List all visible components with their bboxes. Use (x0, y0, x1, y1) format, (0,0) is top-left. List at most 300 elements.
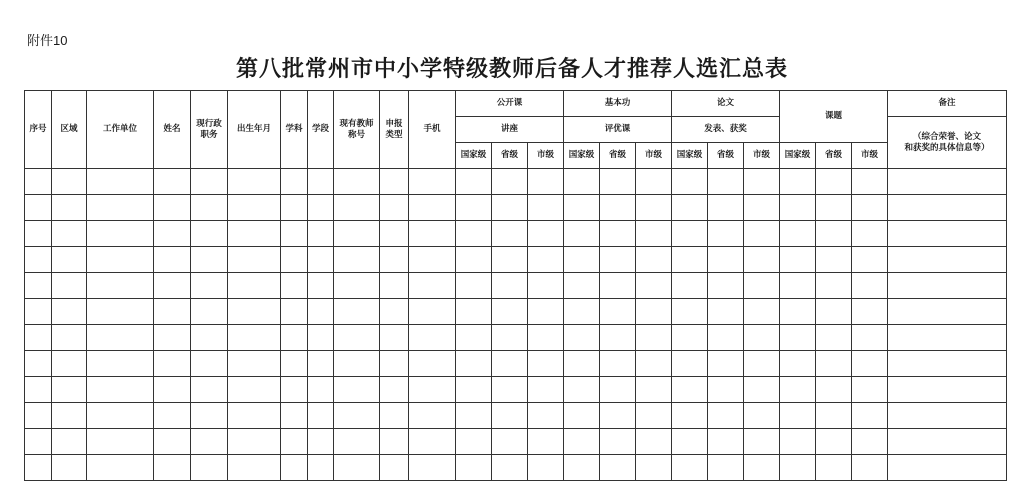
table-cell (780, 403, 816, 429)
level-provincial: 省级 (816, 143, 852, 169)
table-cell (456, 299, 492, 325)
table-cell (25, 377, 52, 403)
header-remarks: 备注 (888, 91, 1007, 117)
table-cell (308, 247, 334, 273)
table-cell (708, 299, 744, 325)
table-cell (852, 455, 888, 481)
table-cell (888, 221, 1007, 247)
attachment-label: 附件10 (27, 33, 68, 48)
table-cell (492, 247, 528, 273)
table-cell (564, 403, 600, 429)
table-cell (281, 169, 308, 195)
table-cell (228, 195, 281, 221)
table-cell (600, 169, 636, 195)
table-cell (852, 325, 888, 351)
table-cell (888, 247, 1007, 273)
table-cell (528, 403, 564, 429)
table-cell (334, 195, 380, 221)
table-cell (816, 429, 852, 455)
level-municipal: 市级 (744, 143, 780, 169)
table-cell (281, 273, 308, 299)
table-cell (52, 325, 87, 351)
table-cell (334, 325, 380, 351)
header-admin-post-line1: 现行政 (196, 118, 222, 129)
page-title: 第八批常州市中小学特级教师后备人才推荐人选汇总表 (235, 56, 788, 82)
table-cell (816, 377, 852, 403)
header-seq: 序号 (25, 91, 52, 169)
table-cell (816, 221, 852, 247)
table-cell (816, 195, 852, 221)
table-cell (744, 403, 780, 429)
table-cell (636, 221, 672, 247)
table-cell (409, 273, 456, 299)
table-cell (852, 169, 888, 195)
table-cell (528, 429, 564, 455)
table-cell (456, 351, 492, 377)
table-cell (672, 403, 708, 429)
table-cell (852, 299, 888, 325)
table-cell (600, 403, 636, 429)
table-cell (380, 403, 409, 429)
table-cell (456, 429, 492, 455)
table-cell (780, 221, 816, 247)
header-district: 区域 (52, 91, 87, 169)
header-basic-skill: 基本功 (564, 91, 672, 117)
table-cell (380, 325, 409, 351)
table-cell (380, 273, 409, 299)
header-remarks-note-line1: （综合荣誉、论文 (912, 131, 981, 142)
table-cell (456, 325, 492, 351)
table-cell (380, 377, 409, 403)
table-cell (87, 403, 154, 429)
table-cell (87, 247, 154, 273)
table-cell (409, 325, 456, 351)
header-project: 课题 (780, 91, 888, 143)
table-cell (52, 377, 87, 403)
table-row (25, 299, 1007, 325)
table-cell (409, 247, 456, 273)
table-cell (708, 325, 744, 351)
table-cell (409, 403, 456, 429)
table-cell (744, 429, 780, 455)
table-cell (308, 169, 334, 195)
table-cell (456, 377, 492, 403)
table-cell (636, 325, 672, 351)
table-cell (380, 299, 409, 325)
table-cell (780, 273, 816, 299)
header-name: 姓名 (154, 91, 191, 169)
table-cell (25, 273, 52, 299)
table-cell (564, 455, 600, 481)
table-row (25, 455, 1007, 481)
header-remarks-note-line2: 和获奖的具体信息等） (904, 142, 990, 153)
table-cell (409, 429, 456, 455)
table-cell (191, 169, 228, 195)
level-national: 国家级 (672, 143, 708, 169)
table-cell (744, 351, 780, 377)
table-cell (780, 169, 816, 195)
table-cell (744, 195, 780, 221)
table-cell (672, 299, 708, 325)
table-cell (708, 273, 744, 299)
table-cell (281, 403, 308, 429)
level-national: 国家级 (564, 143, 600, 169)
table-cell (87, 351, 154, 377)
header-stage: 学段 (308, 91, 334, 169)
table-cell (528, 377, 564, 403)
table-cell (281, 377, 308, 403)
table-cell (708, 195, 744, 221)
table-cell (600, 351, 636, 377)
table-cell (744, 455, 780, 481)
table-cell (636, 273, 672, 299)
table-cell (52, 195, 87, 221)
header-admin-post (191, 91, 228, 169)
level-provincial: 省级 (492, 143, 528, 169)
table-cell (744, 247, 780, 273)
table-cell (492, 325, 528, 351)
table-cell (228, 325, 281, 351)
table-cell (409, 169, 456, 195)
table-cell (708, 377, 744, 403)
table-cell (154, 429, 191, 455)
table-cell (780, 377, 816, 403)
table-cell (456, 195, 492, 221)
table-cell (888, 455, 1007, 481)
table-cell (154, 221, 191, 247)
table-cell (528, 221, 564, 247)
header-phone: 手机 (409, 91, 456, 169)
level-provincial: 省级 (708, 143, 744, 169)
table-cell (228, 377, 281, 403)
table-cell (456, 247, 492, 273)
table-cell (600, 195, 636, 221)
table-cell (492, 351, 528, 377)
header-admin-post-line2: 职务 (200, 129, 218, 140)
table-cell (780, 247, 816, 273)
table-cell (852, 403, 888, 429)
table-cell (334, 403, 380, 429)
table-cell (191, 377, 228, 403)
table-cell (888, 299, 1007, 325)
table-cell (816, 455, 852, 481)
table-cell (564, 247, 600, 273)
table-cell (636, 299, 672, 325)
table-cell (708, 455, 744, 481)
table-cell (492, 377, 528, 403)
table-cell (87, 325, 154, 351)
table-cell (154, 195, 191, 221)
table-cell (456, 403, 492, 429)
table-cell (52, 403, 87, 429)
table-cell (409, 377, 456, 403)
table-cell (334, 169, 380, 195)
table-cell (281, 455, 308, 481)
table-cell (564, 325, 600, 351)
table-cell (492, 195, 528, 221)
table-cell (52, 351, 87, 377)
table-cell (308, 195, 334, 221)
table-cell (25, 429, 52, 455)
table-cell (228, 429, 281, 455)
table-cell (528, 169, 564, 195)
table-cell (228, 273, 281, 299)
table-cell (672, 429, 708, 455)
header-remarks-note (888, 117, 1007, 169)
table-cell (281, 325, 308, 351)
table-cell (228, 299, 281, 325)
table-cell (888, 325, 1007, 351)
table-cell (87, 429, 154, 455)
table-row (25, 169, 1007, 195)
table-cell (564, 195, 600, 221)
table-cell (636, 247, 672, 273)
table-cell (816, 273, 852, 299)
table-cell (888, 169, 1007, 195)
table-cell (87, 221, 154, 247)
table-cell (672, 221, 708, 247)
table-cell (380, 247, 409, 273)
table-cell (409, 351, 456, 377)
table-cell (191, 195, 228, 221)
table-cell (636, 429, 672, 455)
table-cell (492, 299, 528, 325)
table-cell (228, 351, 281, 377)
table-cell (308, 351, 334, 377)
table-cell (528, 455, 564, 481)
table-cell (191, 273, 228, 299)
table-cell (25, 325, 52, 351)
table-cell (780, 195, 816, 221)
table-cell (25, 455, 52, 481)
table-cell (492, 221, 528, 247)
table-cell (281, 351, 308, 377)
table-cell (154, 377, 191, 403)
table-cell (852, 273, 888, 299)
table-cell (25, 195, 52, 221)
table-cell (852, 429, 888, 455)
table-cell (154, 299, 191, 325)
table-cell (409, 455, 456, 481)
table-cell (708, 403, 744, 429)
table-cell (191, 247, 228, 273)
table-cell (852, 377, 888, 403)
table-cell (600, 455, 636, 481)
table-cell (87, 455, 154, 481)
table-cell (52, 429, 87, 455)
table-cell (888, 273, 1007, 299)
table-cell (564, 273, 600, 299)
table-cell (25, 221, 52, 247)
table-row (25, 195, 1007, 221)
table-cell (308, 299, 334, 325)
table-cell (744, 221, 780, 247)
table-cell (780, 325, 816, 351)
table-cell (334, 377, 380, 403)
table-cell (528, 299, 564, 325)
table-cell (636, 377, 672, 403)
table-cell (191, 325, 228, 351)
table-cell (852, 351, 888, 377)
table-cell (334, 247, 380, 273)
table-cell (334, 429, 380, 455)
table-cell (308, 403, 334, 429)
table-cell (672, 351, 708, 377)
table-cell (564, 377, 600, 403)
table-cell (780, 299, 816, 325)
table-cell (25, 351, 52, 377)
table-row (25, 221, 1007, 247)
table-cell (154, 273, 191, 299)
table-cell (334, 351, 380, 377)
level-municipal: 市级 (636, 143, 672, 169)
header-apply-type (380, 91, 409, 169)
table-cell (191, 221, 228, 247)
table-cell (600, 325, 636, 351)
table-cell (852, 195, 888, 221)
table-cell (528, 247, 564, 273)
table-cell (308, 455, 334, 481)
table-cell (636, 195, 672, 221)
header-teacher-title-line1: 现有教师 (339, 118, 374, 129)
table-cell (87, 169, 154, 195)
table-cell (744, 325, 780, 351)
table-cell (672, 377, 708, 403)
table-cell (87, 195, 154, 221)
table-cell (409, 221, 456, 247)
table-cell (744, 299, 780, 325)
table-cell (528, 195, 564, 221)
table-cell (308, 221, 334, 247)
level-municipal: 市级 (528, 143, 564, 169)
table-cell (380, 195, 409, 221)
table-cell (816, 299, 852, 325)
table-row (25, 351, 1007, 377)
table-cell (888, 195, 1007, 221)
table-cell (780, 351, 816, 377)
table-cell (600, 221, 636, 247)
table-cell (780, 429, 816, 455)
table-cell (380, 169, 409, 195)
table-cell (600, 299, 636, 325)
table-cell (636, 169, 672, 195)
table-cell (308, 377, 334, 403)
table-cell (888, 351, 1007, 377)
table-cell (52, 455, 87, 481)
header-teacher-title (334, 91, 380, 169)
table-cell (154, 247, 191, 273)
table-cell (334, 455, 380, 481)
header-paper: 论文 (672, 91, 780, 117)
table-cell (281, 429, 308, 455)
table-cell (636, 455, 672, 481)
table-cell (888, 403, 1007, 429)
table-cell (154, 325, 191, 351)
table-cell (456, 169, 492, 195)
table-cell (281, 247, 308, 273)
table-cell (816, 403, 852, 429)
table-cell (25, 299, 52, 325)
table-row (25, 273, 1007, 299)
table-cell (852, 221, 888, 247)
table-cell (456, 273, 492, 299)
table-cell (708, 221, 744, 247)
table-row (25, 377, 1007, 403)
table-cell (308, 429, 334, 455)
header-apply-type-line1: 申报 (385, 118, 403, 129)
header-lecture: 讲座 (456, 117, 564, 143)
table-row (25, 429, 1007, 455)
table-cell (87, 273, 154, 299)
table-cell (816, 325, 852, 351)
table-cell (228, 169, 281, 195)
table-cell (672, 455, 708, 481)
table-cell (780, 455, 816, 481)
table-cell (888, 429, 1007, 455)
header-apply-type-line2: 类型 (385, 129, 403, 140)
table-cell (708, 351, 744, 377)
table-cell (744, 377, 780, 403)
level-national: 国家级 (456, 143, 492, 169)
table-cell (228, 247, 281, 273)
table-cell (492, 429, 528, 455)
table-cell (600, 273, 636, 299)
table-cell (672, 247, 708, 273)
table-cell (334, 221, 380, 247)
table-cell (191, 403, 228, 429)
table-cell (25, 403, 52, 429)
table-cell (281, 221, 308, 247)
table-cell (191, 299, 228, 325)
table-cell (600, 429, 636, 455)
table-cell (154, 351, 191, 377)
table-cell (380, 221, 409, 247)
table-row (25, 247, 1007, 273)
table-cell (528, 273, 564, 299)
table-cell (52, 221, 87, 247)
table-cell (87, 377, 154, 403)
level-municipal: 市级 (852, 143, 888, 169)
table-cell (154, 169, 191, 195)
table-cell (228, 403, 281, 429)
table-cell (154, 403, 191, 429)
table-cell (636, 403, 672, 429)
header-subject: 学科 (281, 91, 308, 169)
table-cell (456, 221, 492, 247)
table-cell (380, 429, 409, 455)
table-cell (600, 247, 636, 273)
table-cell (564, 169, 600, 195)
table-cell (308, 273, 334, 299)
table-cell (191, 429, 228, 455)
table-cell (334, 273, 380, 299)
table-cell (191, 455, 228, 481)
header-public-class: 公开课 (456, 91, 564, 117)
table-cell (528, 351, 564, 377)
table-cell (380, 351, 409, 377)
table-cell (708, 247, 744, 273)
summary-table (24, 90, 1007, 481)
table-cell (409, 195, 456, 221)
table-cell (672, 195, 708, 221)
table-cell (816, 169, 852, 195)
table-cell (672, 169, 708, 195)
table-row (25, 325, 1007, 351)
table-cell (456, 455, 492, 481)
table-cell (708, 169, 744, 195)
table-cell (708, 429, 744, 455)
header-paper-sub: 发表、获奖 (672, 117, 780, 143)
